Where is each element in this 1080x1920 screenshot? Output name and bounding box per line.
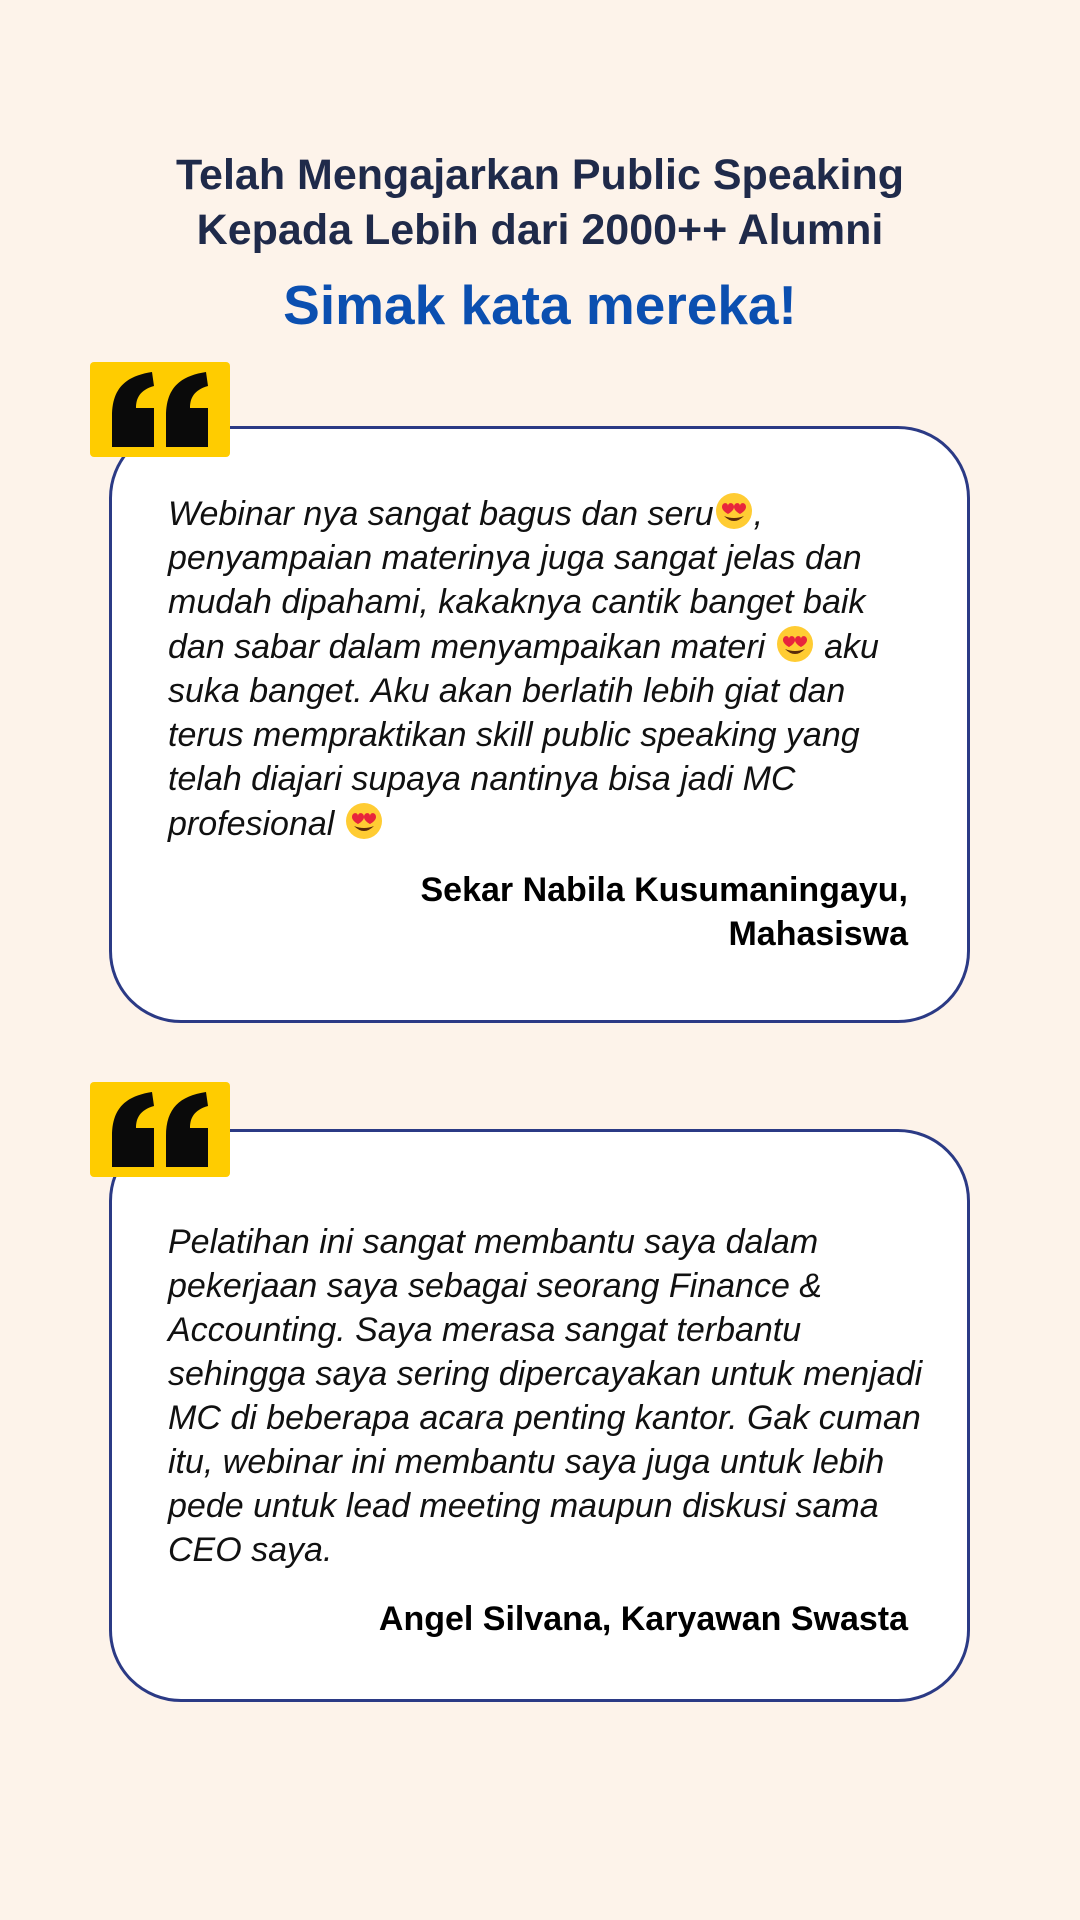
quote-mark-icon [106, 1092, 214, 1167]
page-subtitle: Simak kata mereka! [283, 274, 797, 336]
testimonial-text-segment: aku suka banget. Aku akan berlatih lebih giat dan terus mempraktikan skill public speaking yang telah diajari supaya nantinya bisa jadi MC profesional [168, 628, 879, 843]
heart-eyes-emoji-icon [775, 624, 815, 664]
heart-eyes-emoji-icon [344, 801, 384, 841]
quote-badge-1 [90, 362, 230, 457]
testimonial-author-2: Angel Silvana, Karyawan Swasta [378, 1600, 908, 1638]
page-title [0, 148, 1080, 258]
testimonial-text-segment: Webinar nya sangat bagus dan seru [168, 495, 714, 533]
quote-badge-2 [90, 1082, 230, 1177]
quote-mark-icon [106, 372, 214, 447]
testimonial-author-1 [421, 868, 909, 956]
testimonial-text-segment: , penyampaian materinya juga sangat jelas dan mudah dipahami, kakaknya cantik banget baik dan sabar dalam menyampaikan materi [168, 495, 866, 666]
page-title-line-1: Telah Mengajarkan Public Speaking [175, 151, 905, 199]
testimonial-text-1 [168, 491, 928, 846]
heart-eyes-emoji-icon [714, 491, 754, 531]
testimonial-text-2: Pelatihan ini sangat membantu saya dalam pekerjaan saya sebagai seorang Finance & Accounting. Saya merasa sangat terbantu sehingga saya sering dipercayakan untuk menjadi MC di beberapa acara penting kantor. Gak cuman itu, webinar ini membantu saya juga untuk lebih pede untuk lead meeting maupun diskusi sama CEO saya. [168, 1223, 923, 1569]
author-name: Sekar Nabila Kusumaningayu, [420, 871, 908, 909]
author-role: Mahasiswa [728, 915, 908, 953]
page-title-line-2: Kepada Lebih dari 2000++ Alumni [196, 206, 884, 254]
